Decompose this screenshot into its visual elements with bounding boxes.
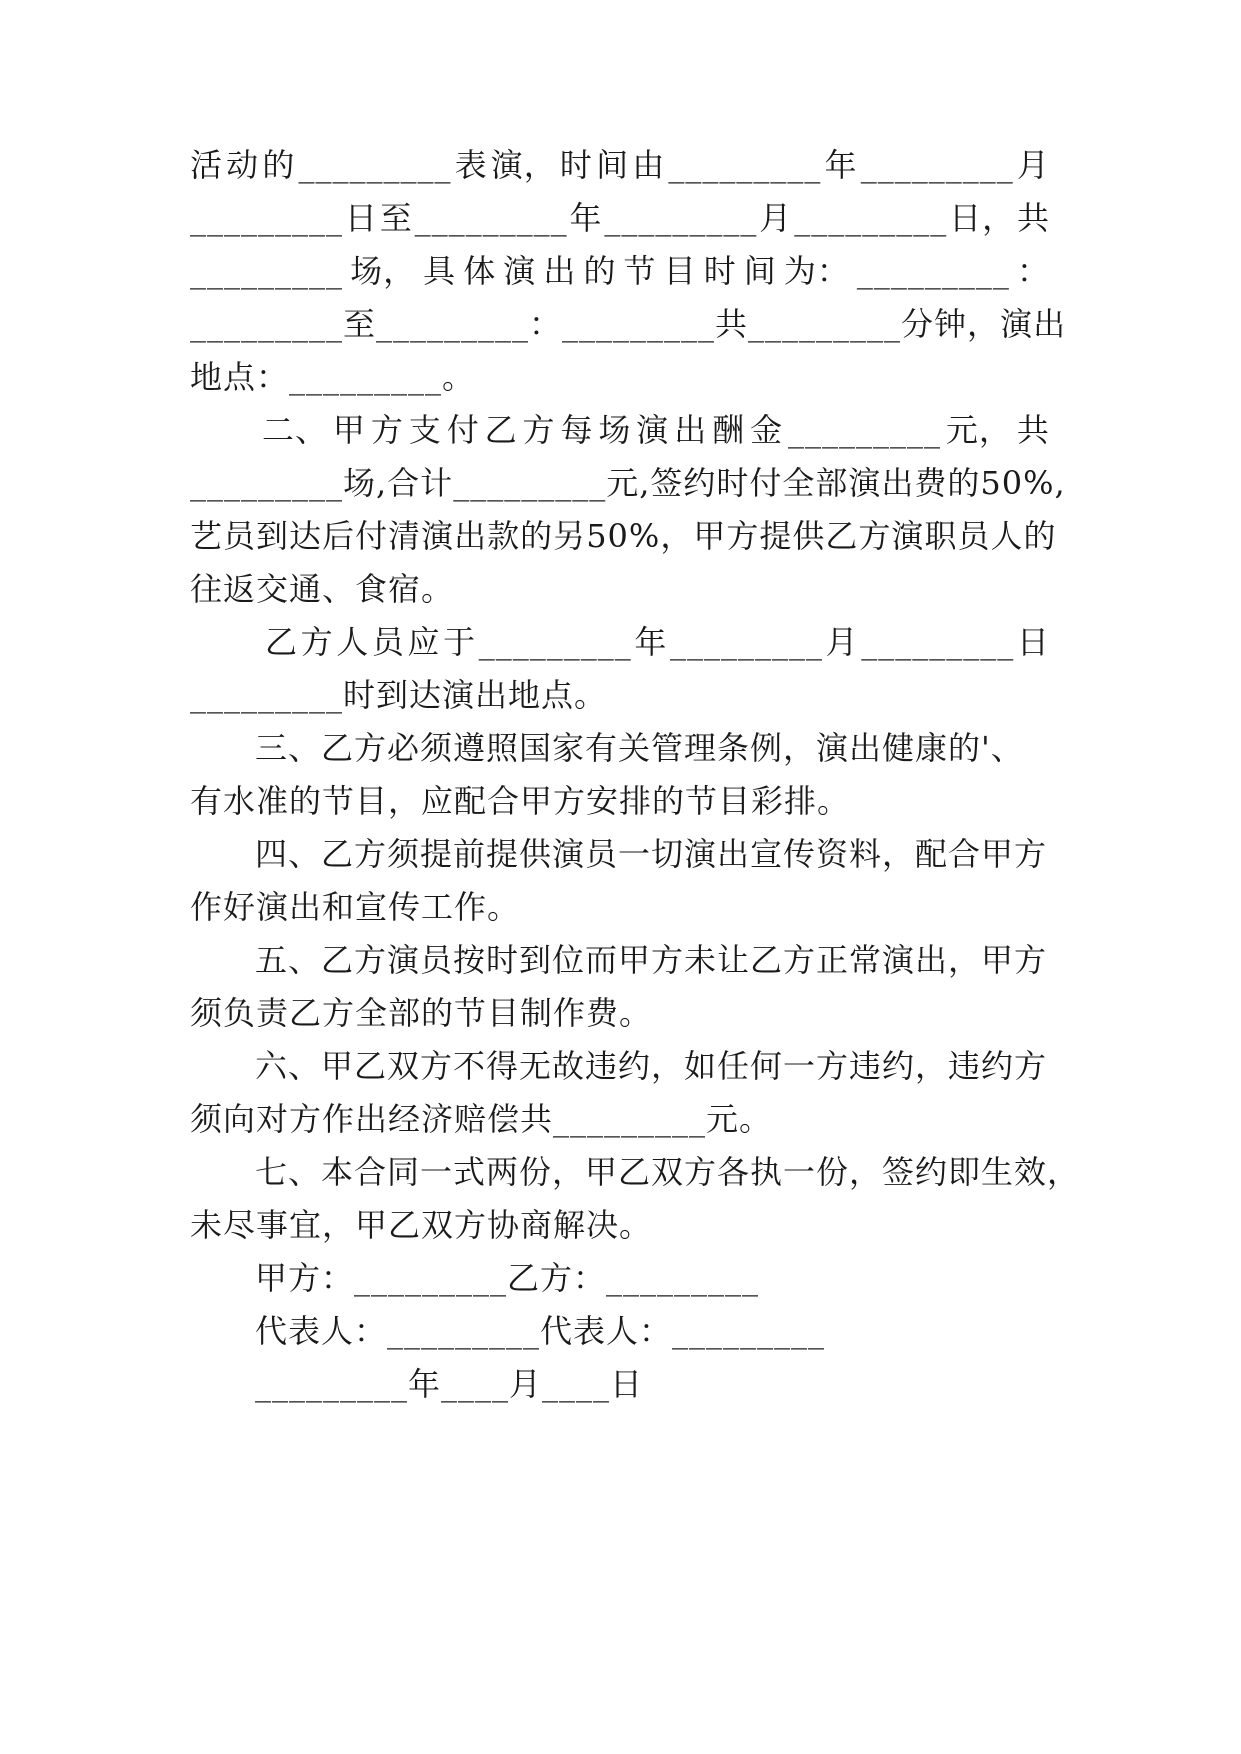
clause-6-line-1: 六、甲乙双方不得无故违约，如任何一方违约，违约方 [255,1047,1048,1085]
line-segment: _________ [478,623,632,661]
line-segment: 另 [553,517,587,555]
line-segment: 日 [1016,623,1050,661]
line-segment: _________ [860,146,1014,184]
line-segment: 表 [454,146,488,184]
line-segment: 体 [463,252,497,290]
clause-4-line-2: 作好演出和宣传工作。 [190,888,521,926]
clause-3-line-2: 有水准的节目，应配合甲方安排的节目彩排。 [190,782,851,820]
line-segment: 供 [792,517,826,555]
clause-6-line-2: 须向对方作出经济赔偿共_________元。 [190,1100,773,1138]
line-segment: 方 [726,517,760,555]
contract-line-1 [190,143,1050,187]
line-segment: 应 [407,623,441,661]
line-segment: 出 [454,517,488,555]
line-segment: 艺 [190,517,224,555]
clause-5-line-2: 须负责乙方全部的节目制作费。 [190,994,653,1032]
line-segment: 共 [715,305,749,343]
line-segment: 方 [858,517,892,555]
line-segment: 间 [596,146,630,184]
contract-line-5: 地点：_________。 [190,358,476,396]
line-segment: 酬 [712,411,746,449]
line-segment: 人 [990,517,1024,555]
line-segment: 的 [262,146,296,184]
line-segment: 日 [344,199,378,237]
line-segment: 人 [336,623,370,661]
line-segment: 演 [503,252,537,290]
line-segment: 职 [924,517,958,555]
line-segment: 到 [256,517,290,555]
line-segment: 员 [223,517,257,555]
line-segment: 分钟， [901,305,1001,343]
line-segment: 演 [891,517,925,555]
line-segment: 方 [300,623,334,661]
line-segment: _________ [190,199,343,237]
line-segment: 日， [949,199,1016,237]
line-segment: 场,合计 [343,464,454,502]
line-segment: _________ [190,305,343,343]
line-segment: _________ [794,199,948,237]
line-segment: _________ [562,305,716,343]
line-segment: 乙 [265,623,299,661]
line-segment: 出 [1033,305,1067,343]
line-segment: 共 [1016,411,1050,449]
line-segment: 场， [350,252,417,290]
line-segment: 演 [636,411,670,449]
line-segment: _________ [190,252,343,290]
line-segment: 的 [1023,517,1057,555]
line-segment: 场 [598,411,632,449]
line-segment: 达 [289,517,323,555]
line-segment: _________ [856,252,1010,290]
line-segment: 甲 [693,517,727,555]
line-segment: 金 [750,411,784,449]
clause-2-line-3 [190,514,1057,558]
line-segment: ： [1016,252,1050,290]
line-segment: 方 [522,411,556,449]
line-segment: 乙 [484,411,518,449]
line-segment: 由 [632,146,666,184]
clause-3-line-1: 三、乙方必须遵照国家有关管理条例，演出健康的'、 [255,729,1024,767]
line-segment: 付 [355,517,389,555]
line-segment: _________ [668,146,822,184]
line-segment: 至 [379,199,413,237]
line-segment: 每 [560,411,594,449]
signature-date-line: _________年____月____日 [255,1365,644,1403]
line-segment: 演 [1000,305,1034,343]
contract-line-2 [190,196,1050,240]
line-segment: 时 [703,252,737,290]
clause-5-line-1: 五、乙方演员按时到位而甲方未让乙方正常演出，甲方 [255,941,1048,979]
line-segment: 出 [543,252,577,290]
clause-7-line-1: 七、本合同一式两份，甲乙双方各执一份，签约即生效， [255,1153,1081,1191]
line-segment: _________ [414,199,568,237]
clause-2-line-1 [262,408,1050,452]
line-segment: 为： [783,252,850,290]
line-segment: 目 [663,252,697,290]
arrival-line-1 [265,620,1050,664]
arrival-line-2: _________时到达演出地点。 [190,676,608,714]
line-segment: 活 [190,146,224,184]
line-segment: 至 [343,305,377,343]
line-segment: 员 [371,623,405,661]
clause-4-line-1: 四、乙方须提前提供演员一切演出宣传资料，配合甲方 [255,835,1048,873]
line-segment: 演， [490,146,557,184]
line-segment: 于 [443,623,477,661]
line-segment: 50%， [586,517,694,555]
signature-party-line: 甲方：_________乙方：_________ [255,1259,760,1297]
line-segment: _________ [298,146,452,184]
line-segment: 月 [1016,146,1050,184]
line-segment: _________ [453,464,607,502]
line-segment: 时 [559,146,593,184]
line-segment: _________ [787,411,941,449]
line-segment: _________ [376,305,530,343]
line-segment: 款 [487,517,521,555]
line-segment: 支 [408,411,442,449]
line-segment: _________ [669,623,823,661]
line-segment: _________ [604,199,758,237]
line-segment: 二、 [262,411,329,449]
line-segment: 员 [957,517,991,555]
line-segment: 具 [423,252,457,290]
contract-line-3 [190,249,1050,293]
line-segment: 演 [421,517,455,555]
line-segment: 元,签约时付全部演出费的50%, [606,464,1066,502]
line-segment: 后 [322,517,356,555]
line-segment: 付 [446,411,480,449]
line-segment: 出 [674,411,708,449]
line-segment: _________ [190,464,343,502]
line-segment: 月 [759,199,793,237]
line-segment: 甲 [332,411,366,449]
line-segment: ： [529,305,563,343]
line-segment: 方 [370,411,404,449]
line-segment: 清 [388,517,422,555]
line-segment: 年 [569,199,603,237]
clause-7-line-2: 未尽事宜，甲乙双方协商解决。 [190,1206,653,1244]
line-segment: 乙 [825,517,859,555]
line-segment: 的 [520,517,554,555]
line-segment: 年 [824,146,858,184]
line-segment: _________ [748,305,902,343]
line-segment: 间 [743,252,777,290]
line-segment: 动 [226,146,260,184]
line-segment: 提 [759,517,793,555]
clause-2-line-4: 往返交通、食宿。 [190,570,455,608]
clause-2-line-2 [190,461,1066,505]
contract-line-4 [190,302,1067,346]
line-segment: 月 [825,623,859,661]
line-segment: _________ [861,623,1015,661]
line-segment: 共 [1016,199,1050,237]
line-segment: 年 [634,623,668,661]
line-segment: 的 [583,252,617,290]
line-segment: 元， [945,411,1012,449]
signature-representative-line: 代表人：_________代表人：_________ [255,1312,826,1350]
line-segment: 节 [623,252,657,290]
